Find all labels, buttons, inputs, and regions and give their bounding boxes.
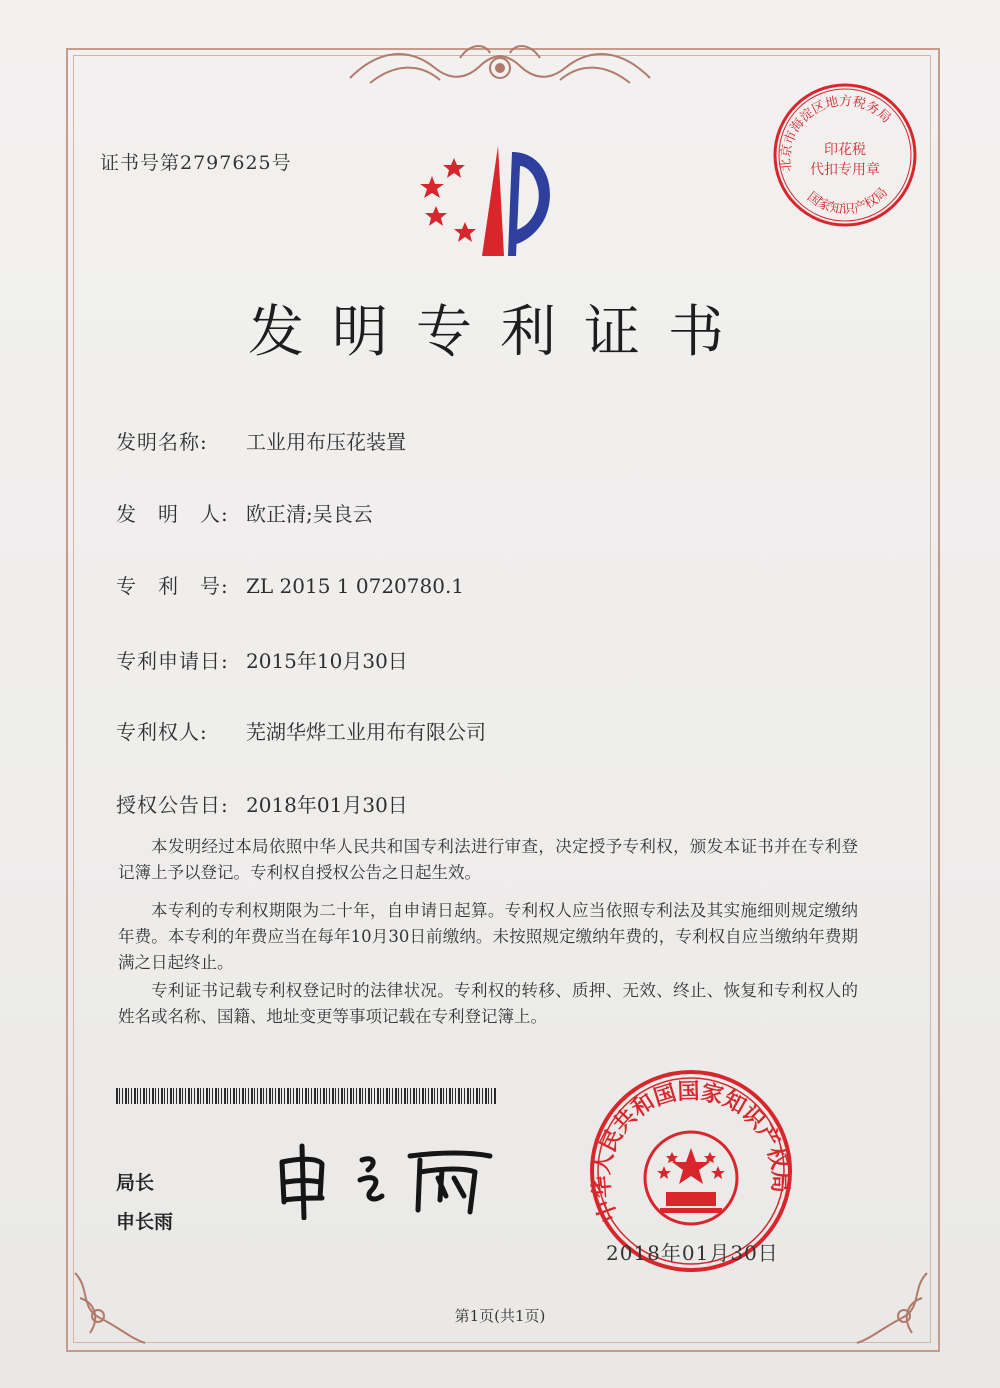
certificate-title: 发明专利证书 [248,300,752,365]
field-invention-name [116,426,406,455]
paragraph-grant: 本发明经过本局依照中华人民共和国专利法进行审查，决定授予专利权，颁发本证书并在专利登记簿上予以登记。专利权自授权公告之日起生效。 [118,837,858,882]
field-value: 2015年10月30日 [246,649,408,673]
tax-stamp-seal [770,80,920,230]
field-label: 专利权人: [116,720,208,744]
director-signature [270,1140,500,1220]
certificate-number: 证书号第2797625号 [100,152,292,174]
field-grant-date [116,789,408,818]
field-value: 2018年01月30日 [246,793,408,817]
field-label: 发 明 人: [116,502,229,526]
star-icon [443,158,465,178]
field-inventors [116,498,373,527]
office-seal-ring-text: 中华人民共和国国家知识产权局 [589,1079,793,1225]
top-ornament [340,38,660,98]
tax-seal-center-line1: 印花税 [824,142,866,158]
svg-text:国家知识产权局 [804,185,891,217]
field-filing-date [116,645,408,674]
field-value: 芜湖华烨工业用布有限公司 [246,720,486,744]
star-icon [425,206,447,226]
field-patentee [116,716,486,745]
paragraph-term: 本专利的专利权期限为二十年，自申请日起算。专利权人应当依照专利法及其实施细则规定缴纳年费。本专利的年费应当在每年10月30日前缴纳。未按照规定缴纳年费的，专利权自应当缴纳年费期满之日起终止。 [118,901,858,972]
field-label: 专利申请日: [116,649,229,673]
director-title: 局长 [116,1172,155,1194]
paragraph-legal-status: 专利证书记载专利权登记时的法律状况。专利权的转移、质押、无效、终止、恢复和专利权人的姓名或名称、国籍、地址变更等事项记载在专利登记簿上。 [118,981,858,1026]
star-icon [420,176,444,198]
tax-seal-center-line2: 代扣专用章 [810,162,880,178]
field-value: 欧正清;吴良云 [246,502,373,526]
tax-seal-bottom-text: 国家知识产权局 [804,185,891,218]
star-icon [454,222,476,242]
tax-seal-ring-text: 北京市海淀区地方税务局 [778,94,894,173]
field-label: 授权公告日: [116,793,229,817]
seal-date: 2018年01月30日 [606,1241,779,1265]
field-value: ZL 2015 1 0720780.1 [246,574,465,598]
director-name: 申长雨 [116,1211,174,1233]
page-number: 第1页(共1页) [454,1307,546,1325]
barcode [116,1088,496,1104]
patent-office-logo [420,138,560,258]
field-value: 工业用布压花装置 [246,430,406,454]
field-patent-number [116,570,464,599]
field-label: 专 利 号: [116,574,229,598]
national-emblem-icon [645,1132,737,1224]
field-label: 发明名称: [116,430,208,454]
